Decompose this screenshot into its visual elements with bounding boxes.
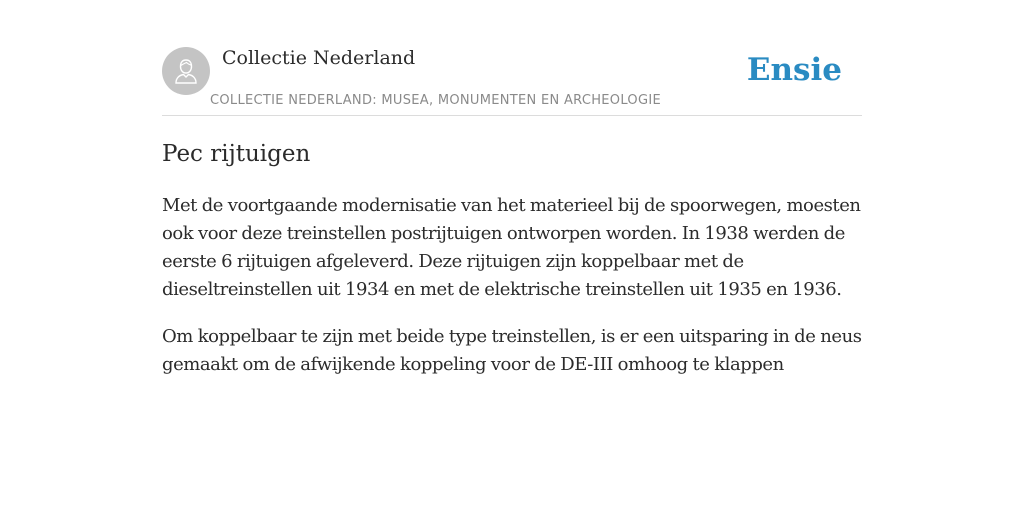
ensie-logo[interactable]: Ensie (746, 52, 842, 88)
user-silhouette-icon (171, 56, 201, 86)
article-body (162, 192, 862, 398)
article-paragraph: Met de voortgaande modernisatie van het materieel bij de spoorwegen, moesten ook voor deze treinstellen postrijtuigen ontworpen worden. In 1938 werden de eerste 6 rijtuigen afgeleverd. Deze rijtuigen zijn koppelbaar met de dieseltreinstellen uit 1934 en met de elektrische treinstellen uit 1935 en 1936. (162, 195, 861, 300)
article-header (162, 0, 862, 116)
article-title: Pec rijtuigen (162, 141, 311, 167)
article-card (162, 0, 862, 375)
article-paragraph: Om koppelbaar te zijn met beide type treinstellen, is er een uitsparing in de neus gemaakt om de afwijkende koppeling voor de DE-III omhoog te klappen (162, 326, 862, 375)
author-subtitle: COLLECTIE NEDERLAND: MUSEA, MONUMENTEN EN ARCHEOLOGIE (210, 93, 661, 108)
author-name[interactable]: Collectie Nederland (222, 47, 416, 69)
avatar[interactable] (162, 47, 210, 95)
